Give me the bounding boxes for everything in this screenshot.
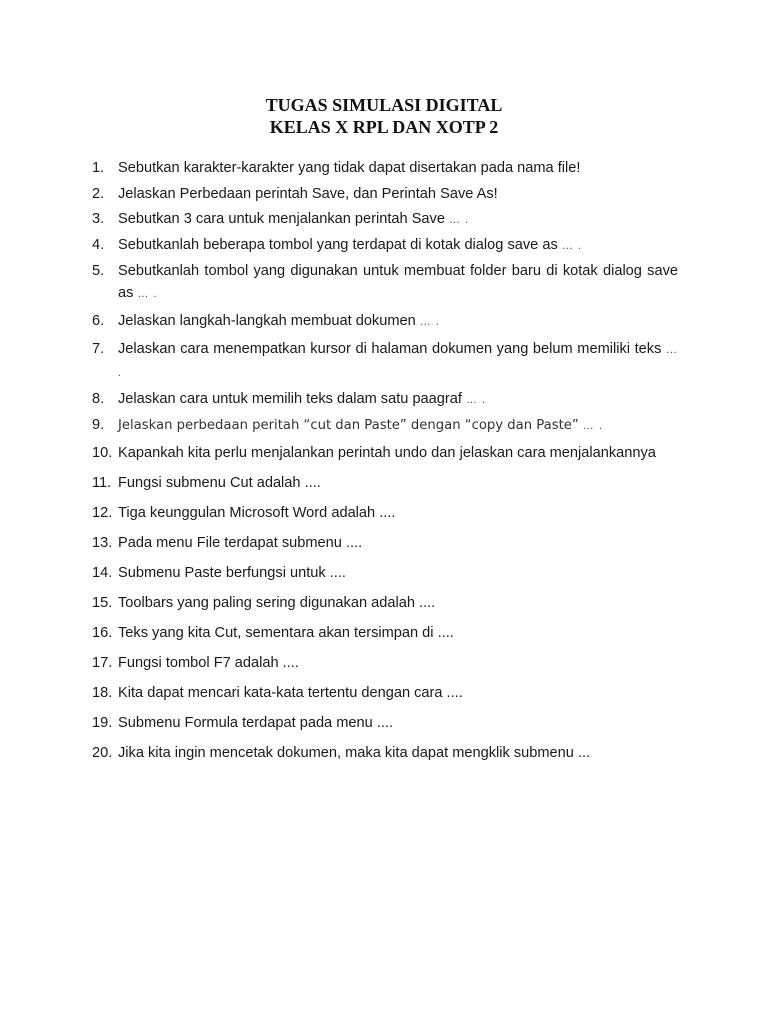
question-number: 10. (92, 445, 113, 461)
question-text-block (118, 234, 678, 257)
question-item (92, 208, 678, 231)
question-number: 16. (92, 625, 113, 641)
question-number: 8. (92, 391, 105, 407)
question-number: 4. (92, 237, 105, 253)
question-text-block (118, 442, 678, 464)
question-text: Jelaskan Perbedaan perintah Save, dan Perintah Save As! (118, 186, 498, 202)
question-text-block (118, 310, 678, 333)
question-ellipsis: … . (561, 240, 582, 252)
question-number: 9. (92, 417, 105, 433)
question-text-block (118, 183, 678, 205)
question-number: 17. (92, 655, 113, 671)
question-text: Jika kita ingin mencetak dokumen, maka kita dapat mengklik submenu ... (118, 745, 591, 761)
question-text-block (118, 742, 678, 764)
question-text-block (118, 388, 678, 411)
question-number: 6. (92, 313, 105, 329)
question-text: Sebutkanlah tombol yang digunakan untuk membuat folder baru di kotak dialog save as (118, 263, 678, 301)
question-text-block (118, 260, 678, 305)
question-item (92, 712, 678, 734)
question-item (92, 472, 678, 494)
question-text-block (118, 532, 678, 554)
question-ellipsis: … . (449, 214, 470, 226)
question-list (92, 157, 678, 764)
question-number: 3. (92, 211, 105, 227)
question-item (92, 442, 678, 464)
question-text: Kita dapat mencari kata-kata tertentu dengan cara .... (118, 685, 463, 701)
question-text: Submenu Formula terdapat pada menu .... (118, 715, 394, 731)
question-item (92, 414, 678, 437)
question-item (92, 260, 678, 305)
question-item (92, 338, 678, 384)
question-text-block (118, 652, 678, 674)
question-ellipsis: … . (137, 288, 158, 300)
question-number: 19. (92, 715, 113, 731)
question-text-block (118, 592, 678, 614)
question-text: Toolbars yang paling sering digunakan adalah .... (118, 595, 436, 611)
question-number: 20. (92, 745, 113, 761)
question-text: Sebutkan 3 cara untuk menjalankan perintah Save (118, 211, 445, 227)
question-item (92, 388, 678, 411)
question-text: Teks yang kita Cut, sementara akan tersimpan di .... (118, 625, 454, 641)
document-title: TUGAS SIMULASI DIGITAL (265, 95, 503, 115)
question-text-block (118, 414, 678, 437)
question-number: 1. (92, 160, 105, 176)
document-subtitle: KELAS X RPL DAN XOTP 2 (269, 117, 499, 137)
question-number: 13. (92, 535, 113, 551)
question-text-block (118, 338, 678, 384)
question-text: Jelaskan langkah-langkah membuat dokumen (118, 313, 416, 329)
question-item (92, 562, 678, 584)
question-number: 14. (92, 565, 113, 581)
question-text: Sebutkan karakter-karakter yang tidak dapat disertakan pada nama file! (118, 160, 581, 176)
question-number: 11. (92, 475, 112, 491)
question-item (92, 502, 678, 524)
question-text: Jelaskan cara untuk memilih teks dalam satu paagraf (118, 391, 462, 407)
question-text: Kapankah kita perlu menjalankan perintah undo dan jelaskan cara menjalankannya (118, 445, 656, 461)
question-ellipsis: … . (419, 316, 440, 328)
question-number: 7. (92, 341, 105, 357)
question-text-block (118, 712, 678, 734)
question-text-block (118, 208, 678, 231)
question-text: Jelaskan cara menempatkan kursor di halaman dokumen yang belum memiliki teks (118, 341, 662, 357)
question-item (92, 183, 678, 205)
question-number: 18. (92, 685, 113, 701)
question-text-block (118, 562, 678, 584)
question-item (92, 742, 678, 764)
question-text: Pada menu File terdapat submenu .... (118, 535, 363, 551)
question-text-block (118, 157, 678, 179)
question-item (92, 157, 678, 179)
question-item (92, 592, 678, 614)
question-number: 15. (92, 595, 113, 611)
question-item (92, 310, 678, 333)
question-text-block (118, 622, 678, 644)
question-text: Sebutkanlah beberapa tombol yang terdapat di kotak dialog save as (118, 237, 558, 253)
question-text: Tiga keunggulan Microsoft Word adalah .... (118, 505, 396, 521)
question-number: 12. (92, 505, 113, 521)
question-ellipsis: … . (466, 394, 487, 406)
question-item (92, 234, 678, 257)
question-number: 5. (92, 263, 105, 279)
question-text-block (118, 472, 678, 494)
question-text: Fungsi submenu Cut adalah .... (118, 475, 321, 491)
question-item (92, 532, 678, 554)
question-item (92, 682, 678, 704)
question-item (92, 652, 678, 674)
question-text-block (118, 682, 678, 704)
question-item (92, 622, 678, 644)
question-text-block (118, 502, 678, 524)
question-text: Jelaskan perbedaan peritah “cut dan Paste” dengan “copy dan Paste” (118, 418, 579, 433)
question-ellipsis: … . (118, 344, 678, 379)
question-number: 2. (92, 186, 105, 202)
question-ellipsis: … . (582, 420, 603, 432)
question-text: Submenu Paste berfungsi untuk .... (118, 565, 346, 581)
question-text: Fungsi tombol F7 adalah .... (118, 655, 299, 671)
